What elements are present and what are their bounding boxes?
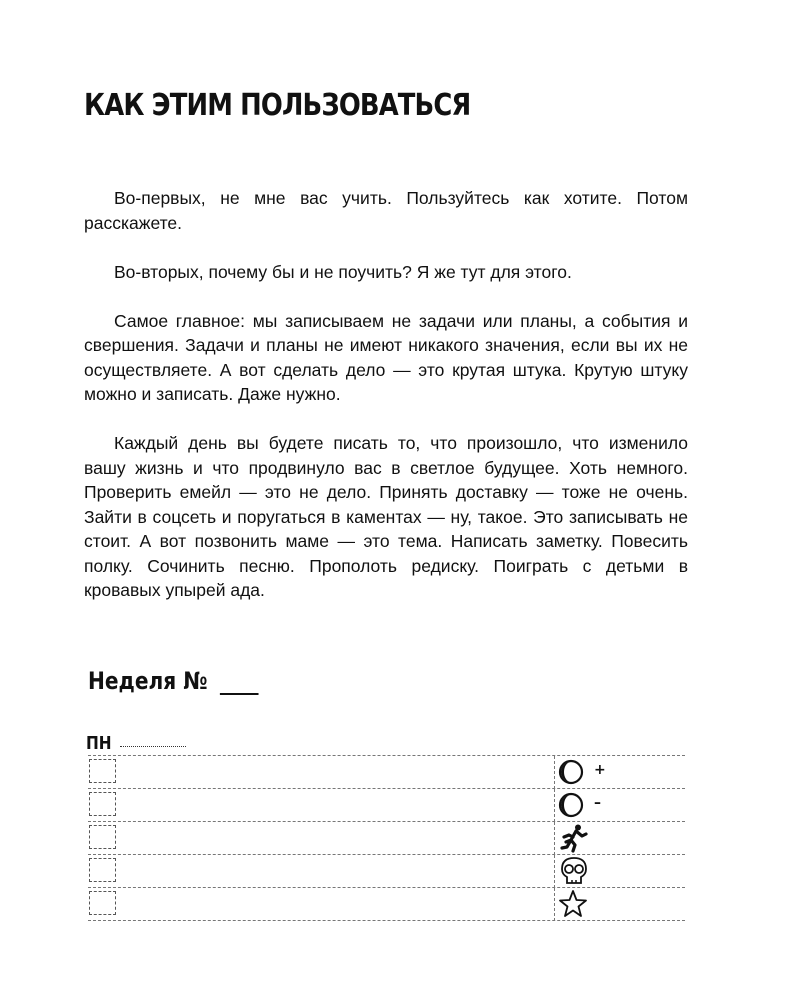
day-label: ПН [86, 733, 112, 754]
row-divider [554, 789, 555, 822]
running-person-icon [558, 823, 590, 853]
paragraph-1: Во-первых, не мне вас учить. Пользуйтесь как хотите. Потом расскажете. [84, 188, 688, 233]
paragraph-2: Во-вторых, почему бы и не поучить? Я же тут для этого. [114, 261, 572, 282]
mood-minus-sign: – [594, 795, 601, 811]
tracker-row [88, 888, 685, 921]
day-tracker [88, 755, 685, 921]
moon-icon [558, 790, 590, 820]
moon-icon [558, 757, 590, 787]
week-number-blank[interactable] [220, 671, 259, 695]
task-checkbox[interactable] [89, 759, 116, 783]
mood-plus-sign: + [594, 762, 606, 778]
row-divider [554, 822, 555, 855]
task-checkbox[interactable] [89, 858, 116, 882]
row-divider [554, 855, 555, 888]
row-divider [554, 756, 555, 789]
tracker-row [88, 822, 685, 855]
row-divider [554, 888, 555, 921]
tracker-row [88, 789, 685, 822]
task-checkbox[interactable] [89, 891, 116, 915]
tracker-row [88, 755, 685, 789]
day-date-line[interactable] [120, 746, 186, 747]
week-heading [88, 667, 258, 695]
page-title: КАК ЭТИМ ПОЛЬЗОВАТЬСЯ [84, 88, 471, 123]
task-checkbox[interactable] [89, 825, 116, 849]
paragraph-3: Самое главное: мы записываем не задачи или планы, а события и свершения. Задачи и планы не имеют никакого значения, если вы их не осуществляете. А вот сделать дело — это крутая штука. Крутую штуку можно и записать. Даже нужно. [84, 310, 688, 404]
week-label: Неделя № [88, 667, 208, 695]
instructions-text [84, 186, 688, 627]
tracker-row [88, 855, 685, 888]
star-icon [558, 889, 590, 919]
task-checkbox[interactable] [89, 792, 116, 816]
paragraph-4: Каждый день вы будете писать то, что произошло, что изменило вашу жизнь и что продвинуло вас в светлое будущее. Хоть немного. Проверить емейл — это не дело. Принять доставку — тоже не очень. Зайти в соцсеть и поругаться в каментах — ну, такое. Это записывать не стоит. А вот позвонить маме — это тема. Написать заметку. Повесить полку. Сочинить песню. Прополоть редиску. Поиграть с детьми в кровавых упырей ада. [84, 433, 688, 600]
skull-icon [558, 856, 590, 886]
